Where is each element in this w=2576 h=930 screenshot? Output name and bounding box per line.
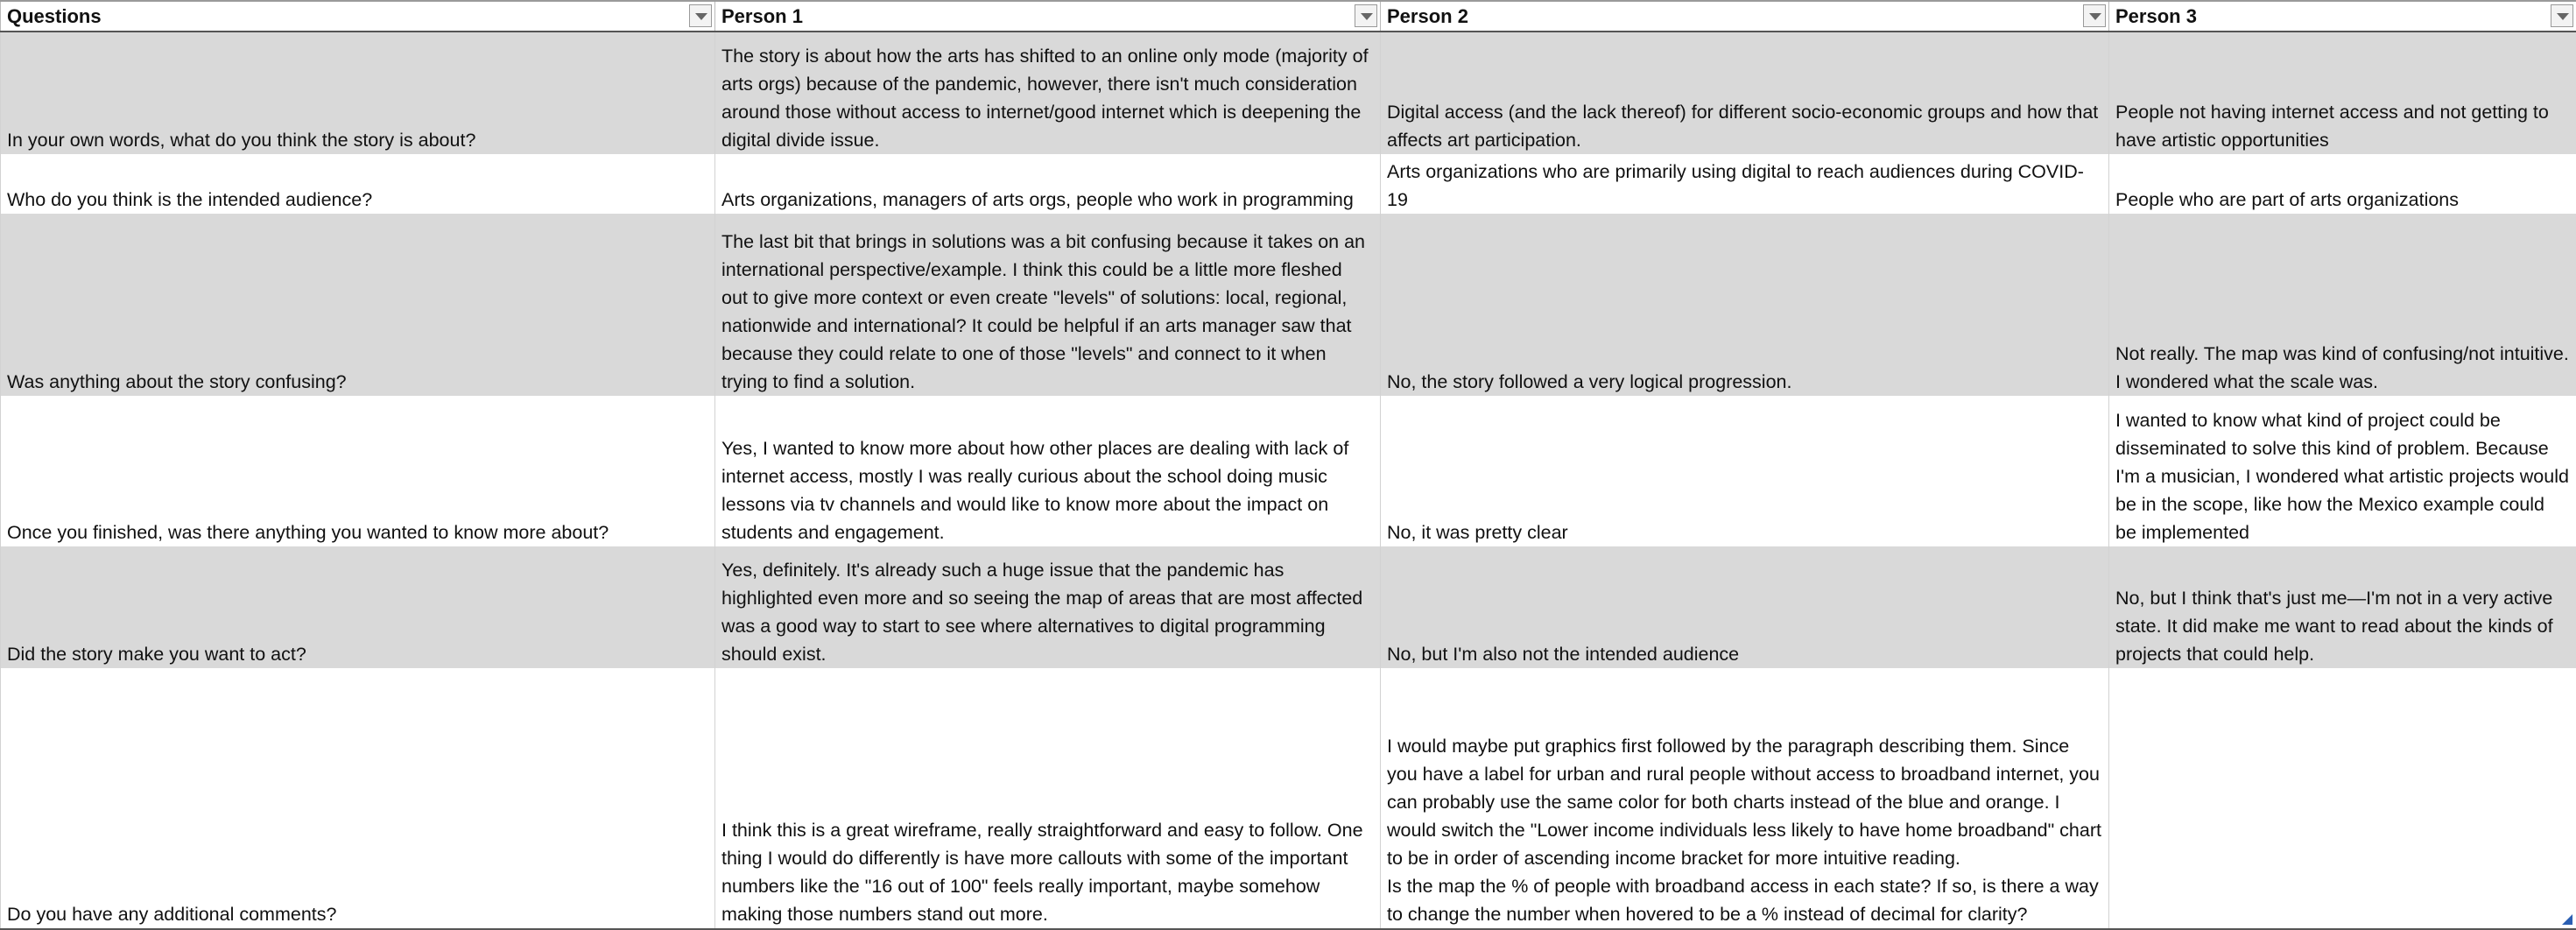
person-2-cell[interactable]: No, the story followed a very logical progression.	[1381, 214, 2109, 397]
person-1-cell[interactable]: The last bit that brings in solutions was a bit confusing because it takes on an international perspective/example. I think this could be a little more fleshed out to give more context or even create "levels" of solutions: local, regional, nationwide and international? It could be helpful if an arts manager saw that because they could relate to one of those "levels" and connect to it when trying to find a solution.	[715, 214, 1381, 397]
person-1-cell[interactable]: I think this is a great wireframe, really straightforward and easy to follow. One thing I would do differently is have more callouts with some of the important numbers like the "16 out of 100" feels really important, maybe somehow making those numbers stand out more.	[715, 668, 1381, 929]
table-row	[1, 214, 2576, 397]
table-row	[1, 32, 2576, 154]
column-header-person-1[interactable]	[715, 1, 1381, 32]
person-2-cell[interactable]: Digital access (and the lack thereof) for different socio-economic groups and how that affects art participation.	[1381, 32, 2109, 154]
person-2-cell[interactable]: No, it was pretty clear	[1381, 396, 2109, 546]
column-header-label: Person 2	[1387, 4, 1468, 27]
person-1-cell[interactable]: Arts organizations, managers of arts orgs, people who work in programming	[715, 154, 1381, 214]
person-3-cell[interactable]: No, but I think that's just me—I'm not in a very active state. It did make me want to read about the kinds of projects that could help.	[2109, 546, 2576, 668]
filter-dropdown-icon[interactable]	[689, 4, 712, 27]
column-header-label: Person 1	[721, 4, 803, 27]
table-row	[1, 668, 2576, 929]
person-3-cell[interactable]	[2109, 668, 2576, 929]
question-cell[interactable]: Do you have any additional comments?	[1, 668, 715, 929]
table-row	[1, 396, 2576, 546]
cell-paragraph: Is the map the % of people with broadband access in each state? If so, is there a way to change the number when hovered to be a % instead of decimal for clarity?	[1387, 876, 2099, 925]
person-2-cell[interactable]: Arts organizations who are primarily using digital to reach audiences during COVID-19	[1381, 154, 2109, 214]
column-header-person-2[interactable]	[1381, 1, 2109, 32]
filter-dropdown-icon[interactable]	[2551, 4, 2573, 27]
question-cell[interactable]: Once you finished, was there anything you wanted to know more about?	[1, 396, 715, 546]
column-header-label: Person 3	[2115, 4, 2197, 27]
header-row	[1, 1, 2576, 32]
table-resize-handle-icon[interactable]	[2562, 914, 2572, 925]
person-2-cell[interactable]: No, but I'm also not the intended audience	[1381, 546, 2109, 668]
person-1-cell[interactable]: Yes, I wanted to know more about how other places are dealing with lack of internet access, mostly I was really curious about the school doing music lessons via tv channels and would like to know more about the impact on students and engagement.	[715, 396, 1381, 546]
person-2-cell[interactable]	[1381, 668, 2109, 929]
table-row	[1, 154, 2576, 214]
question-cell[interactable]: Was anything about the story confusing?	[1, 214, 715, 397]
column-header-person-3[interactable]	[2109, 1, 2576, 32]
person-3-cell[interactable]: Not really. The map was kind of confusing/not intuitive. I wondered what the scale was.	[2109, 214, 2576, 397]
person-1-cell[interactable]: The story is about how the arts has shifted to an online only mode (majority of arts orgs) because of the pandemic, however, there isn't much consideration around those without access to internet/good internet which is deepening the digital divide issue.	[715, 32, 1381, 154]
question-cell[interactable]: In your own words, what do you think the story is about?	[1, 32, 715, 154]
person-3-cell[interactable]: People not having internet access and not getting to have artistic opportunities	[2109, 32, 2576, 154]
question-cell[interactable]: Who do you think is the intended audience?	[1, 154, 715, 214]
filter-dropdown-icon[interactable]	[2083, 4, 2106, 27]
filter-dropdown-icon[interactable]	[1355, 4, 1377, 27]
column-header-questions[interactable]	[1, 1, 715, 32]
column-header-label: Questions	[7, 4, 102, 27]
table-row	[1, 546, 2576, 668]
person-3-cell[interactable]: I wanted to know what kind of project could be disseminated to solve this kind of problem. Because I'm a musician, I wondered what artistic projects would be in the scope, like how the Mexico example could be implemented	[2109, 396, 2576, 546]
person-1-cell[interactable]: Yes, definitely. It's already such a huge issue that the pandemic has highlighted even more and so seeing the map of areas that are most affected was a good way to start to see where alternatives to digital programming should exist.	[715, 546, 1381, 668]
person-3-cell[interactable]: People who are part of arts organizations	[2109, 154, 2576, 214]
cell-paragraph: I would maybe put graphics first followed by the paragraph describing them. Since you have a label for urban and rural people without access to broadband internet, you can probably use the same color for both charts instead of the blue and orange. I would switch the "Lower income individuals less likely to have home broadband" chart to be in order of ascending income bracket for more intuitive reading.	[1387, 736, 2101, 869]
question-cell[interactable]: Did the story make you want to act?	[1, 546, 715, 668]
